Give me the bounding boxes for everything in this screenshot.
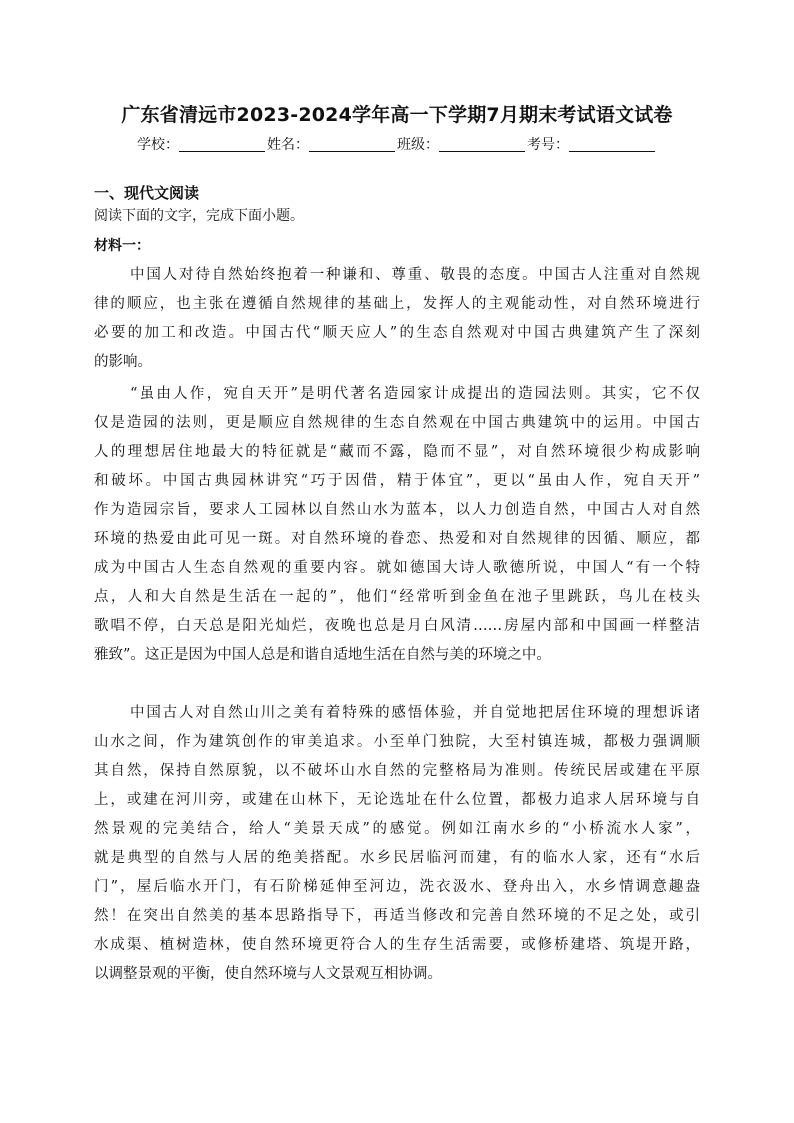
paragraph-line: 律的顺应，也主张在遵循自然规律的基础上，发挥人的主观能动性，对自然环境进行 <box>94 296 700 312</box>
material-label: 材料一： <box>94 238 150 254</box>
paragraph-line: 仅是造园的法则，更是顺应自然规律的生态自然观在中国古典建筑中的运用。中国古 <box>94 415 700 431</box>
exam-title: 广东省清远市2023-2024学年高一下学期7月期末考试语文试卷 <box>121 104 673 126</box>
paragraph-2 <box>94 380 700 670</box>
paragraph-line: 必要的加工和改造。中国古代“顺天应人”的生态自然观对中国古典建筑产生了深刻 <box>94 325 700 341</box>
name-blank[interactable] <box>309 135 395 152</box>
paragraph-line: 的影响。 <box>94 354 152 370</box>
exam-number-field <box>527 134 657 156</box>
paragraph-line: 歌唱不停，白天总是阳光灿烂，夜晚也总是月白风清……房屋内部和中国画一样整洁 <box>94 618 700 634</box>
paragraph-line: 成为中国古人生态自然观的重要内容。就如德国大诗人歌德所说，中国人“有一个特 <box>94 560 700 576</box>
paragraph-line: “虽由人作，宛自天开”是明代著名造园家计成提出的造园法则。其实，它不仅 <box>130 386 700 402</box>
paragraph-line: 雅致”。这正是因为中国人总是和谐自适地生活在自然与美的环境之中。 <box>94 647 551 663</box>
paragraph-line: 其自然，保持自然原貌，以不破坏山水自然的完整格局为准则。传统民居或建在平原 <box>94 763 700 779</box>
class-blank[interactable] <box>439 135 525 152</box>
paragraph-line: 中国古人对自然山川之美有着特殊的感悟体验，并自觉地把居住环境的理想诉诸 <box>130 705 700 721</box>
paragraph-line: 人的理想居住地最大的特征就是“藏而不露，隐而不显”，对自然环境很少构成影响 <box>94 444 700 460</box>
section-instruction: 阅读下面的文字，完成下面小题。 <box>94 208 304 224</box>
paragraph-line: 以调整景观的平衡，使自然环境与人文景观互相协调。 <box>94 966 442 982</box>
section-heading: 一、现代文阅读 <box>94 184 200 202</box>
class-label: 班级： <box>397 137 439 153</box>
school-field <box>137 134 267 156</box>
paragraph-line: 和破坏。中国古典园林讲究“巧于因借，精于体宜”，更以“虽由人作，宛自天开” <box>94 473 700 489</box>
class-field <box>397 134 527 156</box>
school-blank[interactable] <box>179 135 265 152</box>
paragraph-1 <box>94 261 700 377</box>
name-label: 姓名： <box>267 137 309 153</box>
student-info-line <box>0 134 794 156</box>
paragraph-3 <box>94 699 700 989</box>
paragraph-line: 点，人和大自然是生活在一起的”，他们“经常听到金鱼在池子里跳跃，鸟儿在枝头 <box>94 589 700 605</box>
paragraph-line: 然景观的完美结合，给人“美景天成”的感觉。例如江南水乡的“小桥流水人家”， <box>94 821 700 837</box>
paragraph-line: 作为造园宗旨，要求人工园林以自然山水为蓝本，以人力创造自然，中国古人对自然 <box>94 502 700 518</box>
paragraph-line: 山水之间，作为建筑创作的审美追求。小至单门独院，大至村镇连城，都极力强调顺 <box>94 734 700 750</box>
school-label: 学校： <box>137 137 179 153</box>
paragraph-line: 上，或建在河川旁，或建在山林下，无论选址在什么位置，都极力追求人居环境与自 <box>94 792 700 808</box>
paragraph-line: 水成渠、植树造林，使自然环境更符合人的生存生活需要，或修桥建塔、筑堤开路， <box>94 937 700 953</box>
paragraph-line: 中国人对待自然始终抱着一种谦和、尊重、敬畏的态度。中国古人注重对自然规 <box>130 267 700 283</box>
paragraph-line: 然！在突出自然美的基本思路指导下，再适当修改和完善自然环境的不足之处，或引 <box>94 908 700 924</box>
paragraph-line: 就是典型的自然与人居的绝美搭配。水乡民居临河而建，有的临水人家，还有“水后 <box>94 850 700 866</box>
paragraph-line: 环境的热爱由此可见一斑。对自然环境的眷恋、热爱和对自然规律的因循、顺应，都 <box>94 531 700 547</box>
paragraph-line: 门”，屋后临水开门，有石阶梯延伸至河边，洗衣汲水、登舟出入，水乡情调意趣盎 <box>94 879 700 895</box>
exam-number-blank[interactable] <box>569 135 655 152</box>
name-field <box>267 134 397 156</box>
exam-number-label: 考号： <box>527 137 569 153</box>
